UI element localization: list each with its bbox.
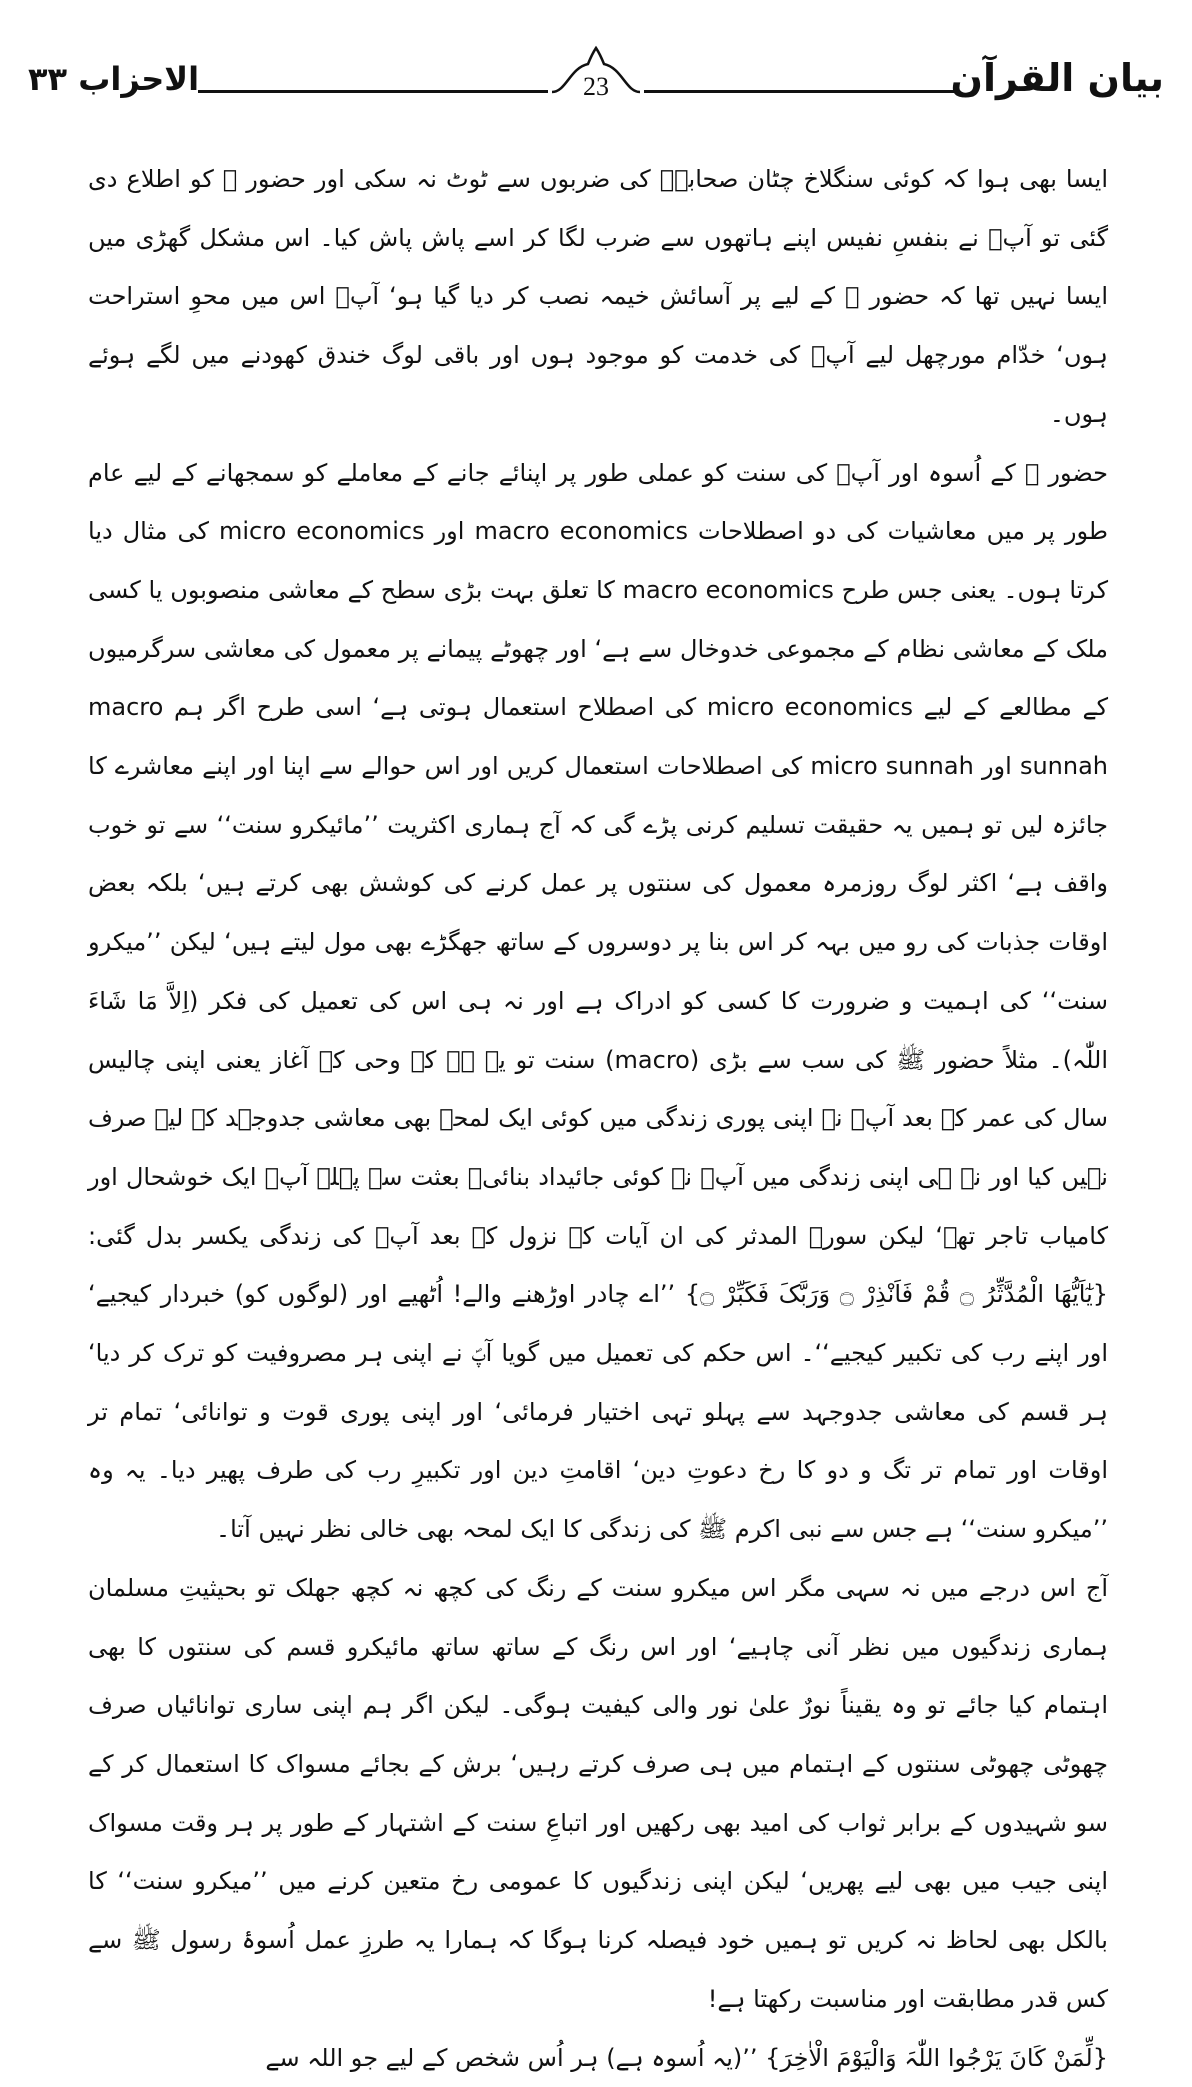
page-number: 23	[548, 72, 644, 102]
paragraph: آج اس درجے میں نہ سہی مگر اس میکرو سنت کے رنگ کی کچھ نہ کچھ جھلک تو بحیثیتِ مسلمان ہماری زندگیوں میں نظر آنی چاہیے‘ اور اس رنگ کے ساتھ ساتھ مائیکرو قسم کی سنتوں کا بھی اہتمام کیا جائے تو وہ یقیناً نورٌ علیٰ نور والی کیفیت ہوگی۔ لیکن اگر ہم اپنی ساری توانائیاں صرف چھوٹی چھوٹی سنتوں کے اہتمام میں ہی صرف کرتے رہیں‘ برش کے بجائے مسواک کا استعمال کر کے سو شہیدوں کے برابر ثواب کی امید بھی رکھیں اور اتباعِ سنت کے اشتہار کے طور پر ہر وقت مسواک اپنی جیب میں بھی لیے پھریں‘ لیکن اپنی زندگیوں کا عمومی رخ متعین کرنے میں ’’میکرو سنت‘‘ کا بالکل بھی لحاظ نہ کریں تو ہمیں خود فیصلہ کرنا ہوگا کہ ہمارا یہ طرزِ عمل اُسوۂ رسول ﷺ سے کس قدر مطابقت اور مناسبت رکھتا ہے!	[88, 1559, 1108, 2029]
page-body	[88, 150, 1108, 1870]
paragraph: حضور ﷺ کے اُسوہ اور آپؐ کی سنت کو عملی طور پر اپنائے جانے کے معاملے کو سمجھانے کے لیے عام طور پر میں معاشیات کی دو اصطلاحات macro economics اور micro economics کی مثال دیا کرتا ہوں۔ یعنی جس طرح macro economics کا تعلق بہت بڑی سطح کے معاشی منصوبوں یا کسی ملک کے معاشی نظام کے مجموعی خدوخال سے ہے‘ اور چھوٹے پیمانے پر معمول کی معاشی سرگرمیوں کے مطالعے کے لیے micro economics کی اصطلاح استعمال ہوتی ہے‘ اسی طرح اگر ہم macro sunnah اور micro sunnah کی اصطلاحات استعمال کریں اور اس حوالے سے اپنا اور اپنے معاشرے کا جائزہ لیں تو ہمیں یہ حقیقت تسلیم کرنی پڑے گی کہ آج ہماری اکثریت ’’مائیکرو سنت‘‘ سے تو خوب واقف ہے‘ اکثر لوگ روزمرہ معمول کی سنتوں پر عمل کرنے کی کوشش بھی کرتے ہیں‘ بلکہ بعض اوقات جذبات کی رو میں بہہ کر اس بنا پر دوسروں کے ساتھ جھگڑے بھی مول لیتے ہیں‘ لیکن ’’میکرو سنت‘‘ کی اہمیت و ضرورت کا کسی کو ادراک ہے اور نہ ہی اس کی تعمیل کی فکر (اِلاَّ مَا شَاءَ اللّٰہ)۔ مثلاً حضور ﷺ کی سب سے بڑی (macro) سنت تو یہ ہے کہ وحی کے آغاز یعنی اپنی چالیس سال کی عمر کے بعد آپؐ نے اپنی پوری زندگی میں کوئی ایک لمحہ بھی معاشی جدوجہد کے لیے صرف نہیں کیا اور نہ ہی اپنی زندگی میں آپؐ نے کوئی جائیداد بنائی۔ بعثت سے پہلے آپؐ ایک خوشحال اور کامیاب تاجر تھے‘ لیکن سورۃ المدثر کی ان آیات کے نزول کے بعد آپؐ کی زندگی یکسر بدل گئی: {یٰٓاَیُّھَا الْمُدَّثِّرُ ۝ قُمْ فَاَنْذِرْ ۝ وَرَبَّکَ فَکَبِّرْ ۝} ’’اے چادر اوڑھنے والے! اُٹھیے اور (لوگوں کو) خبردار کیجیے‘ اور اپنے رب کی تکبیر کیجیے‘‘۔ اس حکم کی تعمیل میں گویا آپؐ نے اپنی ہر مصروفیت کو ترک کر دیا‘ ہر قسم کی معاشی جدوجہد سے پہلو تہی اختیار فرمائی‘ اور اپنی پوری قوت و توانائی‘ تمام تر اوقات اور تمام تر تگ و دو کا رخ دعوتِ دین‘ اقامتِ دین اور تکبیرِ رب کی طرف پھیر دیا۔ یہ وہ ’’میکرو سنت‘‘ ہے جس سے نبی اکرم ﷺ کی زندگی کا ایک لمحہ بھی خالی نظر نہیں آتا۔	[88, 444, 1108, 1559]
paragraph: {لِّمَنْ کَانَ یَرْجُوا اللّٰہَ وَالْیَوْمَ الْاٰخِرَ} ’’(یہ اُسوہ ہے) ہر اُس شخص کے لیے جو اللہ سے	[88, 2029, 1108, 2087]
surah-reference: الاحزاب ۳۳	[28, 60, 199, 98]
header-rule-left	[198, 90, 548, 93]
page-number-badge	[548, 40, 644, 120]
header-rule-right	[644, 90, 960, 93]
page-header	[28, 40, 1164, 120]
paragraph: ایسا بھی ہوا کہ کوئی سنگلاخ چٹان صحابہؓ کی ضربوں سے ٹوٹ نہ سکی اور حضور ﷺ کو اطلاع دی گئی تو آپؐ نے بنفسِ نفیس اپنے ہاتھوں سے ضرب لگا کر اسے پاش پاش کیا۔ اس مشکل گھڑی میں ایسا نہیں تھا کہ حضور ﷺ کے لیے پر آسائش خیمہ نصب کر دیا گیا ہو‘ آپؐ اس میں محوِ استراحت ہوں‘ خدّام مورچھل لیے آپؐ کی خدمت کو موجود ہوں اور باقی لوگ خندق کھودنے میں لگے ہوئے ہوں۔	[88, 150, 1108, 444]
book-title: بیان القرآن	[951, 56, 1164, 100]
